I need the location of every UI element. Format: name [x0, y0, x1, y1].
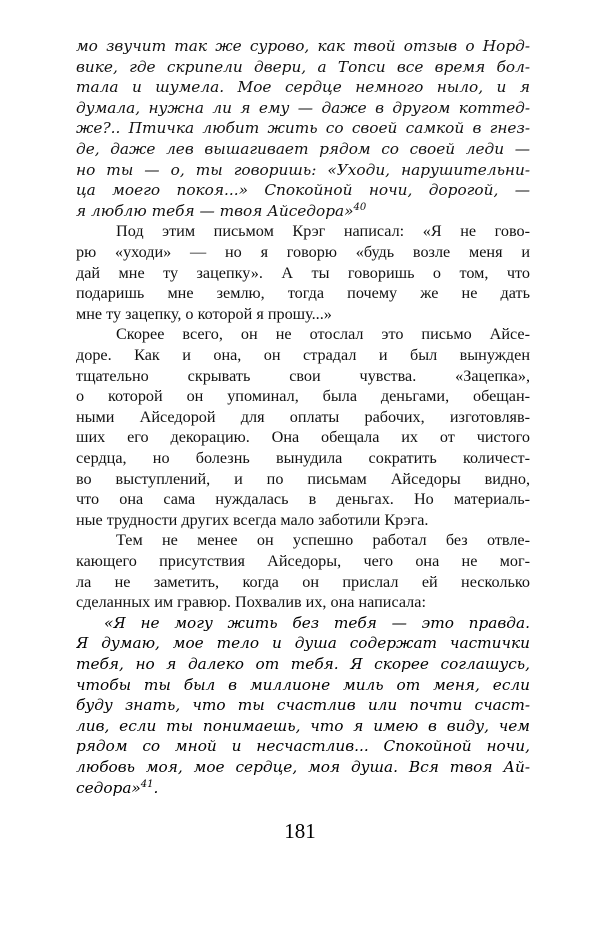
text-line: кающего присутствия Айседоры, чего она не мог- — [76, 552, 530, 570]
text-line: тщательно скрывать свои чувства. «Зацепка», — [76, 366, 530, 385]
text-line: что она сама нуждалась в деньгах. Но материаль- — [76, 490, 530, 509]
text-line: ные трудности других всегда мало заботили Крэга. — [76, 510, 429, 529]
text-line-content: седора» — [76, 778, 141, 797]
text-line-tail: . — [153, 778, 159, 797]
text-line: ными Айседорой для оплаты рабочих, изготовляв- — [76, 407, 530, 426]
text-line — [76, 778, 530, 799]
text-line: Скорее всего, он не отослал это письмо Айсе- — [116, 325, 530, 344]
text-line: рю «уходи» — но я говорю «будь возле меня и — [76, 243, 530, 261]
text-line: лив, если ты понимаешь, что я имею в виду, чем — [76, 716, 530, 735]
text-line: думала, нужна ли я ему — даже в другом коттед- — [76, 98, 530, 117]
text-line: же?.. Птичка любит жить со своей самкой в гнез- — [76, 119, 530, 138]
text-line: чтобы ты был в миллионе миль от меня, если — [76, 675, 530, 694]
text-line: сделанных им гравюр. Похвалив их, она написала: — [76, 593, 426, 612]
text-line: рядом со мной и несчастлив... Спокойной ночи, — [76, 737, 530, 756]
text-line: сердца, но болезнь вынудила сократить количест- — [76, 449, 530, 467]
text-line: «Я не могу жить без тебя — это правда. — [104, 613, 530, 632]
text-line: во выступлений, и по письмам Айседоры видно, — [76, 469, 530, 488]
text-line — [76, 201, 530, 222]
text-line: любовь моя, мое сердце, моя душа. Вся твоя Ай- — [76, 758, 530, 776]
page-number: 181 — [284, 819, 316, 844]
text-line: мне ту зацепку, о которой я прошу...» — [76, 304, 332, 323]
text-line: о которой он упоминал, была деньгами, обещан- — [76, 387, 530, 406]
footnote-marker: 41 — [140, 778, 154, 790]
text-line: доре. Как и она, он страдал и был вынужден — [76, 346, 530, 364]
text-line: Я думаю, мое тело и душа содержат частички — [76, 634, 530, 653]
text-line: но ты — о, ты говоришь: «Уходи, нарушительни- — [76, 160, 530, 179]
text-line-content: я люблю тебя — твоя Айседора» — [76, 201, 354, 220]
text-line: вике, где скрипели двери, а Топси все время бол- — [76, 57, 530, 76]
text-line: де, даже лев вышагивает рядом со своей леди — — [76, 140, 530, 158]
footnote-marker: 40 — [353, 201, 367, 213]
text-line: тала и шумела. Мое сердце немного ныло, и я — [76, 78, 530, 97]
text-line: дай мне ту зацепку». А ты говоришь о том, что — [76, 263, 530, 282]
text-line: мо звучит так же сурово, как твой отзыв о Норд- — [76, 37, 530, 55]
text-line: ла не заметить, когда он прислал ей несколько — [76, 572, 530, 591]
text-line: ших его декорацию. Она обещала их от чистого — [76, 428, 530, 447]
text-line: ца моего покоя...» Спокойной ночи, дорогой, — — [76, 181, 530, 200]
text-line: Под этим письмом Крэг написал: «Я не гово- — [116, 222, 530, 241]
text-line: Тем не менее он успешно работал без отвле- — [116, 531, 530, 550]
text-line: тебя, но я далеко от тебя. Я скорее соглашусь, — [76, 655, 530, 673]
text-line: подаришь мне землю, тогда почему же не дать — [76, 284, 530, 303]
text-line: буду знать, что ты счастлив или почти счаст- — [76, 696, 530, 715]
